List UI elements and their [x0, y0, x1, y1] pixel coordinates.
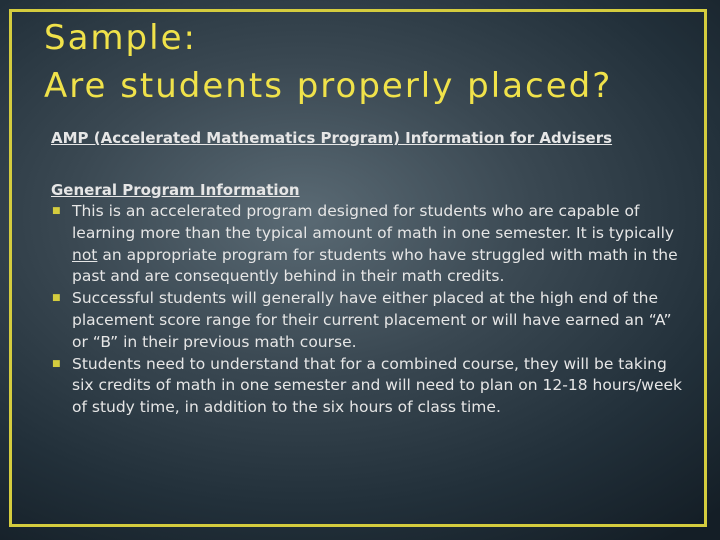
section-heading: AMP (Accelerated Mathematics Program) Information for Advisers [51, 129, 613, 147]
square-bullet-icon: ■ [52, 293, 61, 304]
bullet-item-1 [51, 201, 691, 288]
program-info-section [51, 179, 691, 419]
bullet-1-emphasis: not [72, 245, 98, 264]
bullet-item-3 [51, 354, 691, 419]
bullet-list [51, 201, 691, 419]
program-info-title: General Program Information [51, 181, 300, 199]
bullet-2-text: Successful students will generally have either placed at the high end of the placement score range for their current placement or will have earned an “A” or “B” in their previous math course. [72, 289, 672, 351]
slide-title [44, 14, 612, 110]
bullet-3-text: Students need to understand that for a combined course, they will be taking six credits of math in one semester and will need to plan on 12-18 hours/week of study time, in addition to the six hours of class time. [72, 354, 683, 417]
bullet-item-2 [51, 288, 691, 353]
square-bullet-icon: ■ [52, 206, 61, 216]
slide-title-line-1: Sample: [44, 18, 197, 58]
bullet-1-text-after: an appropriate program for students who have struggled with math in the past and are consequently behind in their math credits. [72, 245, 678, 286]
slide-title-line-2: Are students properly placed? [44, 66, 613, 106]
bullet-1-text-before: This is an accelerated program designed for students who are capable of learning more than the typical amount of math in one semester. It is typically [72, 202, 675, 242]
square-bullet-icon: ■ [52, 358, 61, 369]
